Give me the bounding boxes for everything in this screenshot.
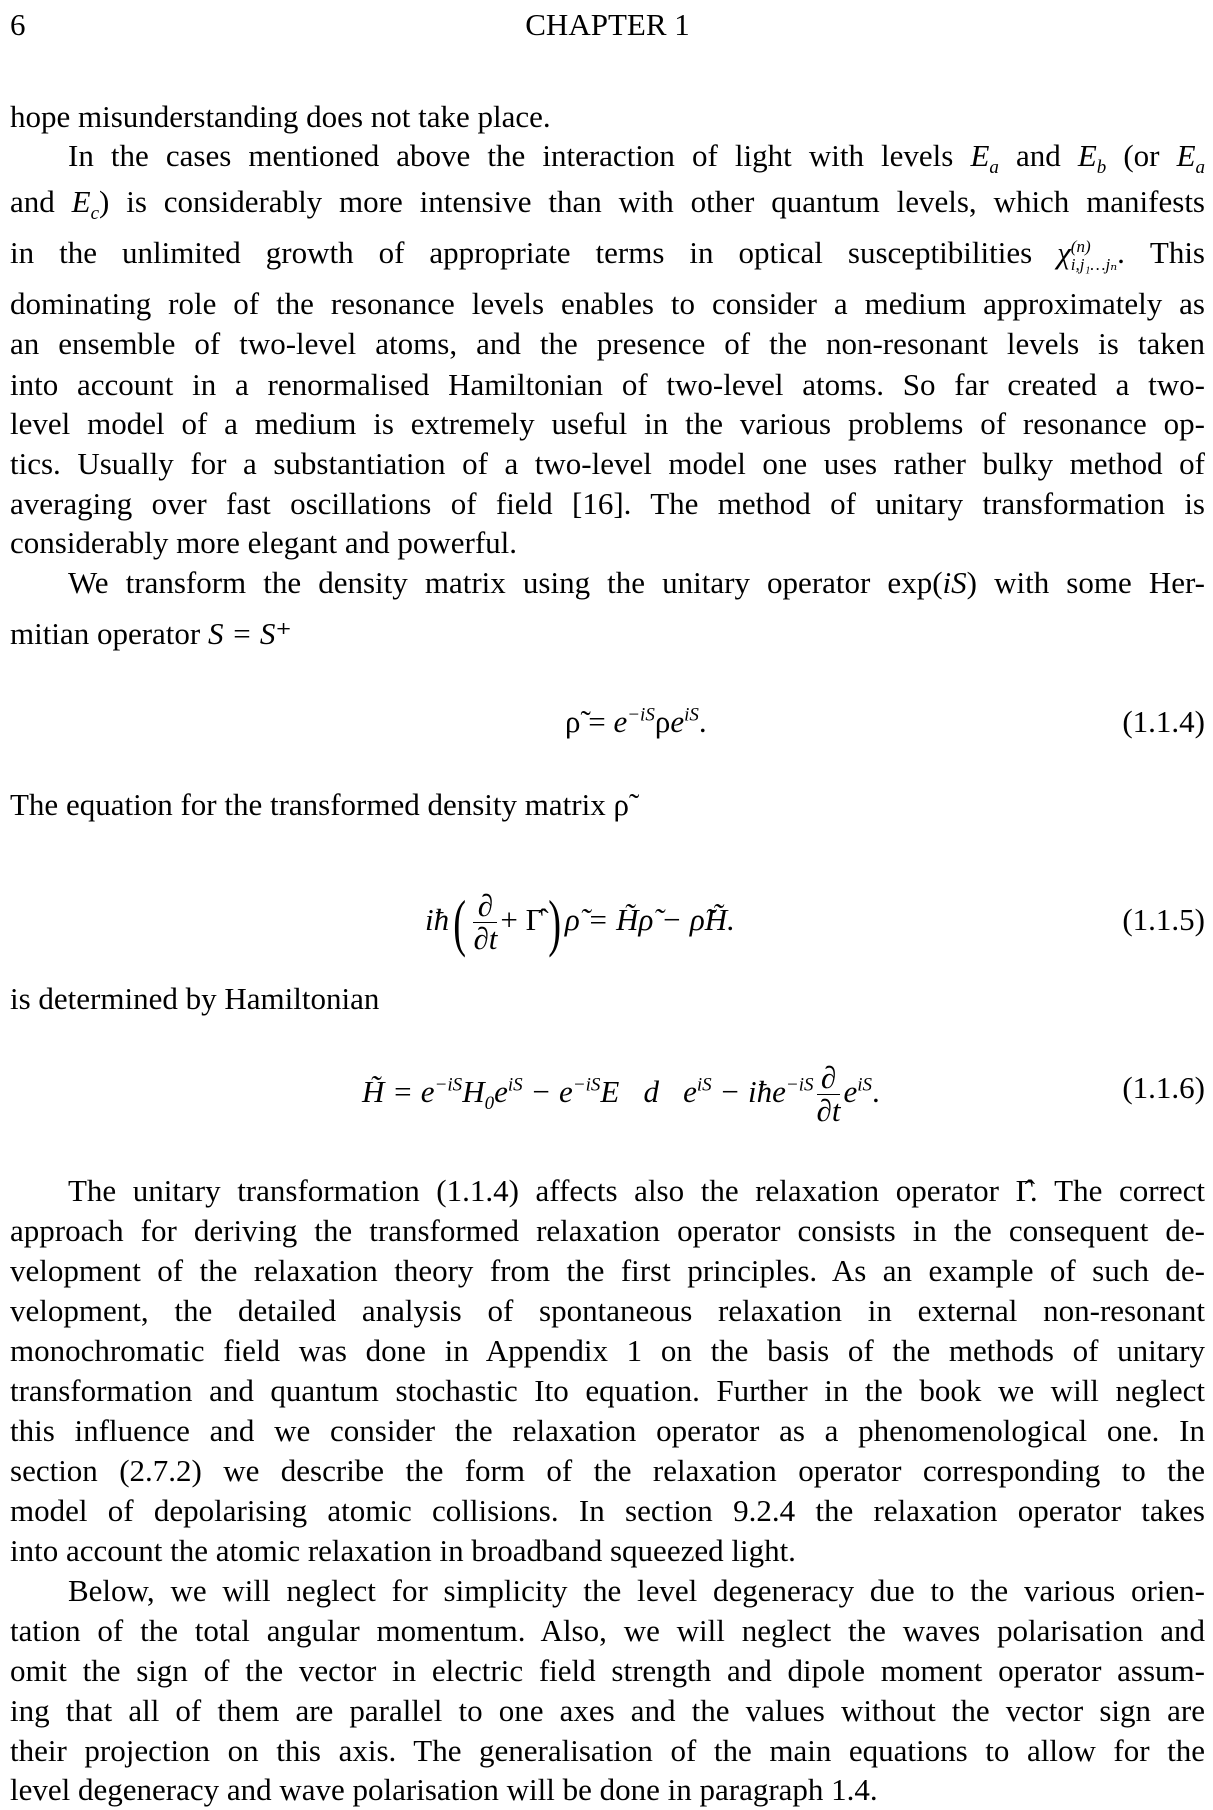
math-s-hermitian: S = S⁺ <box>208 616 292 651</box>
text-line: their projection on this axis. The generalisation of the main equations to allow for the <box>10 1733 1205 1768</box>
text-span: mitian operator <box>10 616 201 651</box>
text-line: is determined by Hamiltonian <box>10 981 380 1016</box>
text-line: model of depolarising atomic collisions. In section 9.2.4 the relaxation operator takes <box>10 1493 1205 1528</box>
math-rho-tilde: ρ̃ <box>613 787 629 822</box>
text-span: The unitary transformation (1.1.4) affects also the relaxation operator <box>68 1173 1000 1208</box>
equation-1-1-4: ρ̃ = $e^{-iS}\rho e^{iS}$. <box>565 704 707 739</box>
text-line: Below, we will neglect for simplicity the level degeneracy due to the various orien- <box>68 1573 1205 1608</box>
text-span: (or <box>1123 138 1160 173</box>
text-span: . This <box>1117 235 1205 270</box>
equation-number: (1.1.5) <box>1122 902 1205 937</box>
text-span: ) with some Her- <box>966 565 1206 600</box>
equation-number: (1.1.4) <box>1122 704 1205 739</box>
math-is: iS <box>942 565 967 600</box>
text-span: The equation for the transformed density matrix <box>10 787 606 822</box>
text-line: averaging over fast oscillations of field [16]. The method of unitary transformation is <box>10 486 1205 521</box>
text-line <box>10 233 1205 273</box>
math-chi: χ (n) i,j₁…jₙ <box>1057 235 1118 274</box>
text-line: level degeneracy and wave polarisation will be done in paragraph 1.4. <box>10 1772 878 1807</box>
text-line <box>10 785 1205 825</box>
text-span: and <box>1015 138 1061 173</box>
equation-1-1-5: iħ( $\frac{\partial}{\partial t}$ + Γ̂) ρ̃ = H̃ρ̃ − ρ̃H̃. <box>425 886 735 958</box>
text-line <box>68 1171 1205 1211</box>
text-line: ing that all of them are parallel to one axes and the values without the vector sign are <box>10 1693 1205 1728</box>
math-gamma-hat: Γ̂ <box>1015 1173 1030 1208</box>
text-line: hope misunderstanding does not take place. <box>10 99 551 134</box>
text-line: into account in a renormalised Hamiltonian of two-level atoms. So far created a two- <box>10 367 1205 402</box>
text-line: section (2.7.2) we describe the form of the relaxation operator corresponding to the <box>10 1453 1205 1488</box>
text-line: dominating role of the resonance levels enables to consider a medium approximately as <box>10 286 1205 321</box>
text-line: velopment, the detailed analysis of spontaneous relaxation in external non-resonant <box>10 1293 1205 1328</box>
text-line: tics. Usually for a substantiation of a two-level model one uses rather bulky method of <box>10 446 1205 481</box>
text-line: omit the sign of the vector in electric field strength and dipole moment operator assum- <box>10 1653 1205 1688</box>
text-line: monochromatic field was done in Appendix 1 on the basis of the methods of unitary <box>10 1333 1205 1368</box>
text-line: this influence and we consider the relaxation operator as a phenomenological one. In <box>10 1413 1205 1448</box>
math-e-c: $E_c$ <box>71 184 100 225</box>
text-span: We transform the density matrix using the unitary operator exp( <box>68 565 943 600</box>
page-number: 6 <box>10 7 26 42</box>
text-line <box>68 136 1206 179</box>
text-line: approach for deriving the transformed relaxation operator consists in the consequent de- <box>10 1213 1205 1248</box>
text-line <box>10 614 1205 654</box>
text-line: velopment of the relaxation theory from the first principles. As an example of such de- <box>10 1253 1205 1288</box>
running-title: CHAPTER 1 <box>525 7 690 42</box>
text-line: an ensemble of two-level atoms, and the presence of the non-resonant levels is taken <box>10 326 1205 361</box>
text-line <box>10 182 1205 225</box>
text-line: into account the atomic relaxation in broadband squeezed light. <box>10 1533 796 1568</box>
text-span: in the unlimited growth of appropriate terms in optical susceptibilities <box>10 235 1033 270</box>
math-e-b: $E_b$ <box>1077 138 1107 179</box>
text-span: In the cases mentioned above the interaction of light with levels <box>68 138 954 173</box>
text-line: tation of the total angular momentum. Also, we will neglect the waves polarisation and <box>10 1613 1205 1648</box>
math-e-a: $E_a$ <box>1176 138 1206 179</box>
equation-number: (1.1.6) <box>1122 1070 1205 1105</box>
text-line: transformation and quantum stochastic Ito equation. Further in the book we will neglect <box>10 1373 1205 1408</box>
equation-1-1-6: H̃ = $e^{-iS}H_0e^{iS}$ − $e^{-iS}E⃗d⃗e^{iS}$ − iħe$^{-iS}$ $\frac{\partial}{\partial t}$ $e^{iS}$. <box>362 1060 880 1129</box>
text-line: considerably more elegant and powerful. <box>10 525 518 560</box>
math-e-a: $E_a$ <box>970 138 999 179</box>
text-span: . The correct <box>1029 1173 1206 1208</box>
text-line <box>68 563 1205 603</box>
text-line: level model of a medium is extremely useful in the various problems of resonance op- <box>10 406 1205 441</box>
text-span: ) is considerably more intensive than with other quantum levels, which manifests <box>99 184 1205 219</box>
text-span: and <box>10 184 55 219</box>
